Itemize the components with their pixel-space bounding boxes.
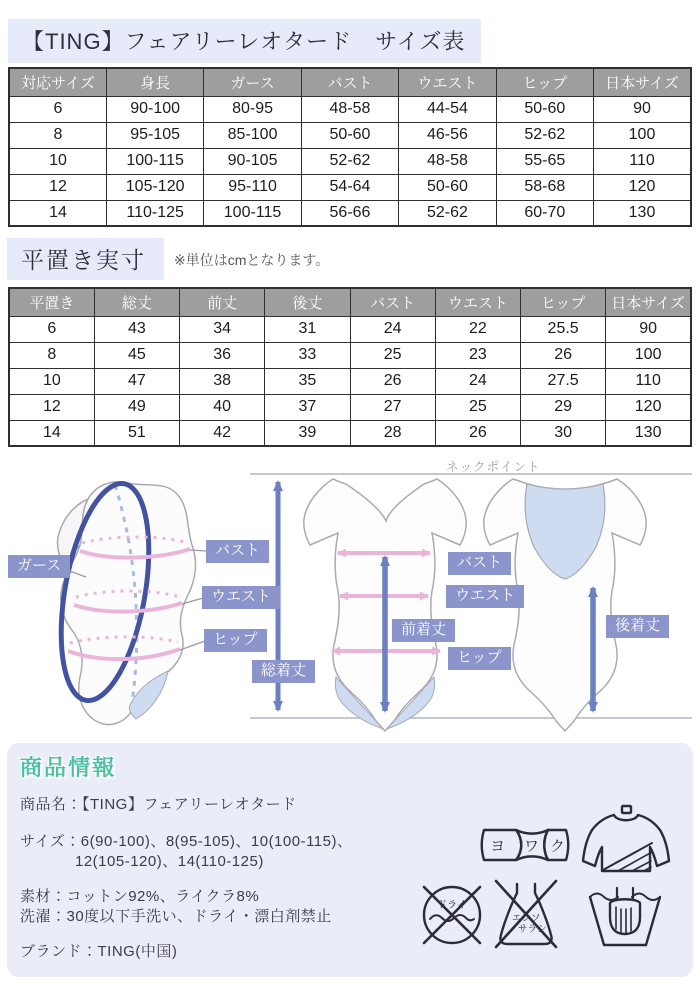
table-cell: 26: [435, 420, 520, 446]
table-cell: 100-115: [204, 200, 301, 226]
flat-measurement-table: [8, 287, 692, 447]
hip-side-label: ヒップ: [204, 629, 267, 652]
table-cell: 38: [180, 368, 265, 394]
table-cell: 24: [350, 316, 435, 342]
table-cell: 49: [94, 394, 179, 420]
wring-letter-yo: ヨ: [490, 838, 506, 855]
table-cell: 90-105: [204, 148, 301, 174]
column-header: 後丈: [265, 288, 350, 316]
bleach-text-1: エンソ: [512, 913, 541, 924]
product-info-heading: 商品情報: [20, 755, 117, 780]
table-cell: 10: [9, 148, 106, 174]
table-cell: 31: [265, 316, 350, 342]
front-length-label: 前着丈: [392, 619, 455, 642]
column-header: 総丈: [94, 288, 179, 316]
table-cell: 51: [94, 420, 179, 446]
table-cell: 34: [180, 316, 265, 342]
table-cell: 55-65: [496, 148, 593, 174]
table-cell: 23: [435, 342, 520, 368]
table-cell: 29: [521, 394, 606, 420]
table-cell: 43: [94, 316, 179, 342]
table-cell: 100: [594, 122, 691, 148]
flat-measurement-section-title: 平置き実寸: [7, 238, 164, 280]
table-cell: 46-56: [399, 122, 496, 148]
table-cell: 52-62: [496, 122, 593, 148]
table-cell: 22: [435, 316, 520, 342]
table-header-row: [9, 288, 691, 316]
table-cell: 10: [9, 368, 94, 394]
table-cell: 50-60: [496, 96, 593, 122]
waist-front-label: ウエスト: [446, 585, 524, 608]
table-cell: 105-120: [106, 174, 203, 200]
table-cell: 85-100: [204, 122, 301, 148]
product-material-line: 素材：コットン92%、ライクラ8%: [20, 888, 260, 905]
table-cell: 90: [594, 96, 691, 122]
table-cell: 48-58: [301, 96, 398, 122]
table-cell: 100-115: [106, 148, 203, 174]
table-cell: 80-95: [204, 96, 301, 122]
column-header: 日本サイズ: [606, 288, 691, 316]
wring-letter-wa: ワ: [524, 838, 540, 855]
product-size-line2: 12(105-120)、14(110-125): [75, 853, 264, 870]
table-cell: 58-68: [496, 174, 593, 200]
hang-dry-shade-icon: [583, 806, 669, 871]
no-dry-clean-icon: [424, 887, 480, 943]
table-cell: 120: [594, 174, 691, 200]
table-cell: 110: [606, 368, 691, 394]
column-header: ウエスト: [399, 68, 496, 96]
unit-note: ※単位はcmとなります。: [174, 252, 330, 268]
column-header: 平置き: [9, 288, 94, 316]
table-cell: 8: [9, 122, 106, 148]
product-name-line: 商品名：【TING】フェアリーレオタード: [20, 796, 297, 813]
waist-side-label: ウエスト: [202, 586, 280, 609]
table-cell: 130: [606, 420, 691, 446]
column-header: ヒップ: [521, 288, 606, 316]
table-cell: 6: [9, 96, 106, 122]
garth-label: ガース: [8, 555, 70, 578]
table-cell: 90: [606, 316, 691, 342]
table-row: [9, 122, 691, 148]
table-cell: 40: [180, 394, 265, 420]
product-wash-line: 洗濯：30度以下手洗い、ドライ・漂白剤禁止: [20, 908, 332, 925]
table-row: [9, 96, 691, 122]
table-cell: 12: [9, 394, 94, 420]
wring-letter-ku: ク: [550, 838, 566, 855]
table-row: [9, 174, 691, 200]
table-cell: 14: [9, 200, 106, 226]
table-row: [9, 342, 691, 368]
table-cell: 120: [606, 394, 691, 420]
table-cell: 33: [265, 342, 350, 368]
table-cell: 130: [594, 200, 691, 226]
table-cell: 60-70: [496, 200, 593, 226]
product-info-panel: [7, 743, 693, 977]
table-cell: 50-60: [301, 122, 398, 148]
table-cell: 110: [594, 148, 691, 174]
dry-clean-text: ドライ: [437, 900, 467, 911]
side-view-leotard-figure: [47, 477, 207, 725]
column-header: ガース: [204, 68, 301, 96]
table-cell: 39: [265, 420, 350, 446]
table-row: [9, 200, 691, 226]
front-view-leotard-figure: [304, 479, 466, 731]
table-cell: 50-60: [399, 174, 496, 200]
table-cell: 56-66: [301, 200, 398, 226]
table-cell: 28: [350, 420, 435, 446]
table-cell: 26: [521, 342, 606, 368]
column-header: 身長: [106, 68, 203, 96]
column-header: 前丈: [180, 288, 265, 316]
table-cell: 90-100: [106, 96, 203, 122]
table-cell: 44-54: [399, 96, 496, 122]
table-cell: 52-62: [399, 200, 496, 226]
neck-point-label: ネックポイント: [446, 460, 541, 474]
table-row: [9, 420, 691, 446]
table-cell: 37: [265, 394, 350, 420]
back-length-label: 後着丈: [606, 615, 669, 638]
column-header: ウエスト: [435, 288, 520, 316]
size-correspondence-table: [8, 67, 692, 227]
table-cell: 47: [94, 368, 179, 394]
hip-front-label: ヒップ: [448, 647, 511, 670]
table-cell: 6: [9, 316, 94, 342]
care-symbols: [420, 795, 680, 955]
table-cell: 100: [606, 342, 691, 368]
table-cell: 25: [350, 342, 435, 368]
product-size-line1: サイズ：6(90-100)、8(95-105)、10(100-115)、: [20, 833, 353, 850]
table-cell: 35: [265, 368, 350, 394]
table-cell: 8: [9, 342, 94, 368]
table-cell: 14: [9, 420, 94, 446]
product-brand-line: ブランド：TING(中国): [20, 943, 178, 960]
table-cell: 42: [180, 420, 265, 446]
table-row: [9, 148, 691, 174]
table-cell: 27.5: [521, 368, 606, 394]
measurement-diagram-art: [0, 455, 700, 745]
hand-wash-icon: [590, 888, 660, 945]
bust-side-label: バスト: [206, 540, 269, 563]
table-cell: 24: [435, 368, 520, 394]
bleach-text-2: サラシ: [518, 924, 547, 935]
measurement-diagram: [0, 455, 700, 745]
table-row: [9, 368, 691, 394]
column-header: 日本サイズ: [594, 68, 691, 96]
column-header: バスト: [301, 68, 398, 96]
table-row: [9, 394, 691, 420]
table-cell: 25.5: [521, 316, 606, 342]
table-cell: 110-125: [106, 200, 203, 226]
page-title: 【TING】フェアリーレオタード サイズ表: [8, 19, 481, 63]
table-cell: 27: [350, 394, 435, 420]
table-cell: 12: [9, 174, 106, 200]
table-cell: 26: [350, 368, 435, 394]
table-cell: 95-105: [106, 122, 203, 148]
column-header: ヒップ: [496, 68, 593, 96]
table-header-row: [9, 68, 691, 96]
total-length-label: 総着丈: [252, 660, 315, 683]
column-header: 対応サイズ: [9, 68, 106, 96]
table-cell: 95-110: [204, 174, 301, 200]
table-cell: 48-58: [399, 148, 496, 174]
table-row: [9, 316, 691, 342]
table-cell: 52-62: [301, 148, 398, 174]
column-header: バスト: [350, 288, 435, 316]
table-cell: 54-64: [301, 174, 398, 200]
bust-front-label: バスト: [448, 552, 511, 575]
table-cell: 25: [435, 394, 520, 420]
table-cell: 45: [94, 342, 179, 368]
table-cell: 36: [180, 342, 265, 368]
table-cell: 30: [521, 420, 606, 446]
